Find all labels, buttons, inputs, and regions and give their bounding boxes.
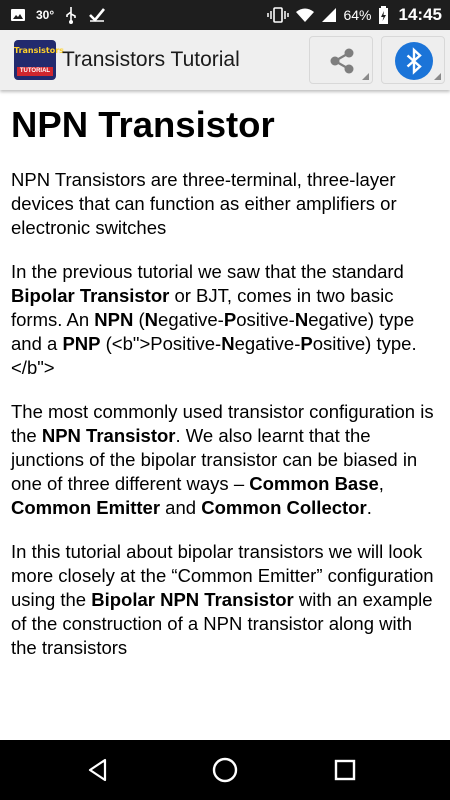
dropdown-corner-icon [434, 73, 441, 80]
bluetooth-button[interactable] [381, 36, 445, 84]
check-icon [88, 7, 106, 23]
navigation-bar [0, 740, 450, 800]
app-bar [0, 30, 450, 90]
clock: 14:45 [398, 5, 442, 24]
app-title: Transistors Tutorial [62, 48, 240, 71]
article-title: NPN Transistor [11, 104, 275, 145]
signal-icon [321, 7, 337, 23]
share-button[interactable] [309, 36, 373, 84]
battery-icon [378, 6, 389, 24]
logo-text-top: Transistors [14, 46, 64, 55]
bluetooth-icon [395, 42, 433, 80]
status-bar [0, 0, 450, 30]
article-content[interactable] [0, 90, 450, 678]
back-button[interactable] [84, 755, 114, 785]
recents-button[interactable] [330, 755, 360, 785]
home-button[interactable] [210, 755, 240, 785]
recents-icon [333, 758, 357, 782]
vibrate-icon [267, 7, 289, 23]
wifi-icon [295, 7, 315, 23]
temperature-text: 30° [36, 8, 55, 22]
paragraph-intro: NPN Transistors are three-terminal, three-layer devices that can function as either amplifiers or electronic switches [11, 169, 397, 238]
logo-text-bottom: TUTORIAL [17, 67, 53, 76]
app-logo [14, 40, 64, 80]
paragraph-common-emitter: In this tutorial about bipolar transistors we will look more closely at the “Common Emitter” configuration using the Bipolar NPN Transistor with an example of the construction of a NPN transistor along with the transistors [11, 541, 434, 658]
home-icon [211, 756, 239, 784]
share-icon [327, 48, 357, 74]
back-icon [87, 758, 111, 782]
paragraph-npn-pnp: In the previous tutorial we saw that the standard Bipolar Transistor or BJT, comes in two basic forms. An NPN (Negative-Positive-Negative) type and a PNP (<b">Positive-Negative-Positive) type.</b"> [11, 261, 417, 378]
paragraph-configurations: The most commonly used transistor configuration is the NPN Transistor. We also learnt that the junctions of the bipolar transistor can be biased in one of three different ways – Common Base, Common Emitter and Common Collector. [11, 401, 434, 518]
battery-percent: 64% [343, 7, 372, 23]
usb-icon [64, 6, 78, 24]
image-icon [10, 7, 26, 23]
dropdown-corner-icon [362, 73, 369, 80]
